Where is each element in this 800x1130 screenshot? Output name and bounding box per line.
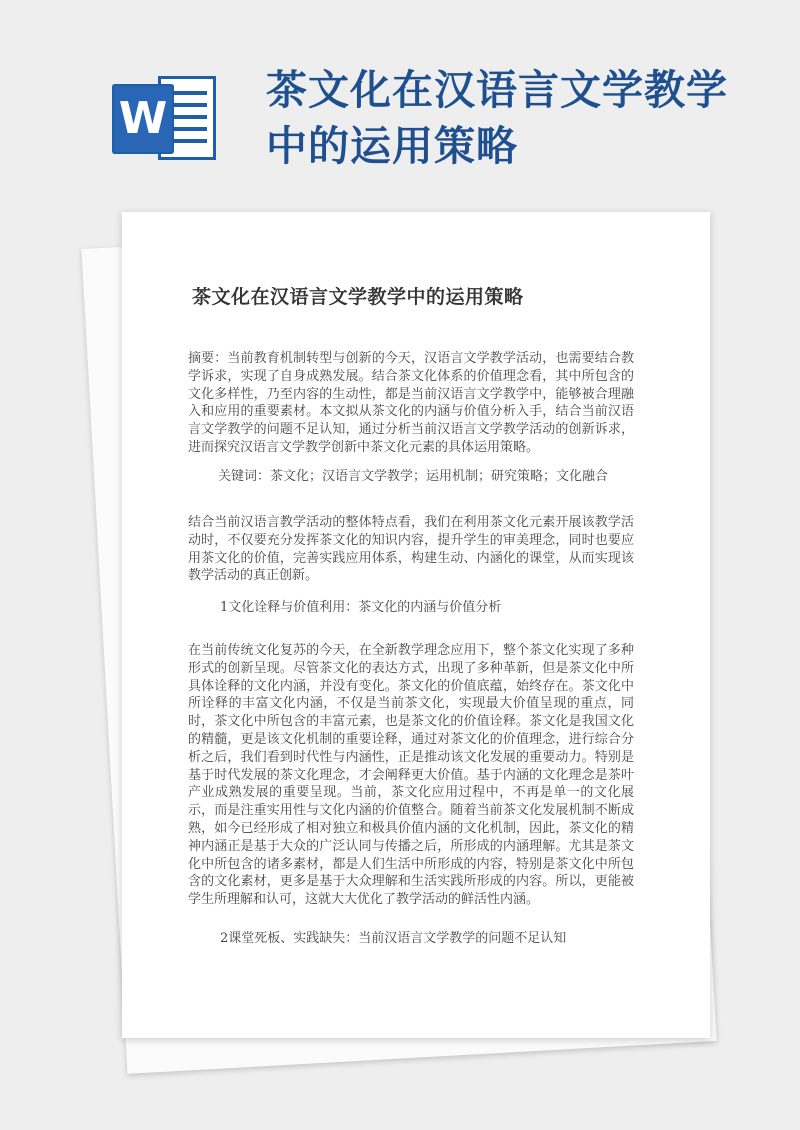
- word-badge: W: [112, 84, 174, 154]
- document-page: [122, 212, 710, 1038]
- body-paragraph-1: 在当前传统文化复苏的今天，在全新教学理念应用下，整个茶文化实现了多种形式的创新呈现。尽管茶文化的表达方式，出现了多种革新，但是茶文化中所具体诠释的文化内涵，并没有变化。茶文化的价值底蕴，始终存在。茶文化中所诠释的丰富文化内涵，不仅是当前茶文化，实现最大价值呈现的重点，同时，茶文化中所包含的丰富元素，也是茶文化的价值诠释。茶文化是我国文化的精髓，更是该文化机制的重要诠释，通过对茶文化的价值理念，进行综合分析之后，我们看到时代性与内涵性，正是推动该文化发展的重要动力。特别是基于时代发展的茶文化理念，才会阐释更大价值。基于内涵的文化理念是茶叶产业成熟发展的重要呈现。当前，茶文化应用过程中，不再是单一的文化展示，而是注重实用性与文化内涵的价值整合。随着当前茶文化发展机制不断成熟，如今已经形成了相对独立和极具价值内涵的文化机制，因此，茶文化的精神内涵正是基于大众的广泛认同与传播之后，所形成的内涵理解。尤其是茶文化中所包含的诸多素材，都是人们生活中所形成的内容，特别是茶文化中所包含的文化素材，更多是基于大众理解和生活实践所形成的内容。所以，更能被学生所理解和认可，这就大大优化了教学活动的鲜活性内涵。: [188, 643, 634, 908]
- word-document-icon: [112, 76, 220, 160]
- keywords-line: 关键词：茶文化；汉语言文学教学；运用机制；研究策略；文化融合: [218, 469, 609, 484]
- document-title: 茶文化在汉语言文学教学中的运用策略: [192, 286, 524, 308]
- section-heading-1: 1文化诠释与价值利用：茶文化的内涵与价值分析: [220, 600, 502, 615]
- section-heading-2: 2课堂死板、实践缺失：当前汉语言文学教学的问题不足认知: [220, 931, 567, 946]
- abstract-paragraph: 摘要：当前教育机制转型与创新的今天，汉语言文学教学活动，也需要结合教学诉求，实现了自身成熟发展。结合茶文化体系的价值理念看，其中所包含的文化多样性，乃至内容的生动性，都是当前汉语言文学教学中，能够被合理融入和应用的重要素材。本文拟从茶文化的内涵与价值分析入手，结合当前汉语言文学教学的问题不足认知，通过分析当前汉语言文学教学活动的创新诉求，进而探究汉语言文学教学创新中茶文化元素的具体运用策略。: [188, 351, 634, 455]
- intro-paragraph: 结合当前汉语言教学活动的整体特点看，我们在利用茶文化元素开展该教学活动时，不仅要充分发挥茶文化的知识内容，提升学生的审美理念，同时也要应用茶文化的价值，完善实践应用体系，构建生动、内涵化的课堂，从而实现该教学活动的真正创新。: [188, 515, 634, 584]
- page-title: 茶文化在汉语言文学教学中的运用策略: [266, 66, 728, 170]
